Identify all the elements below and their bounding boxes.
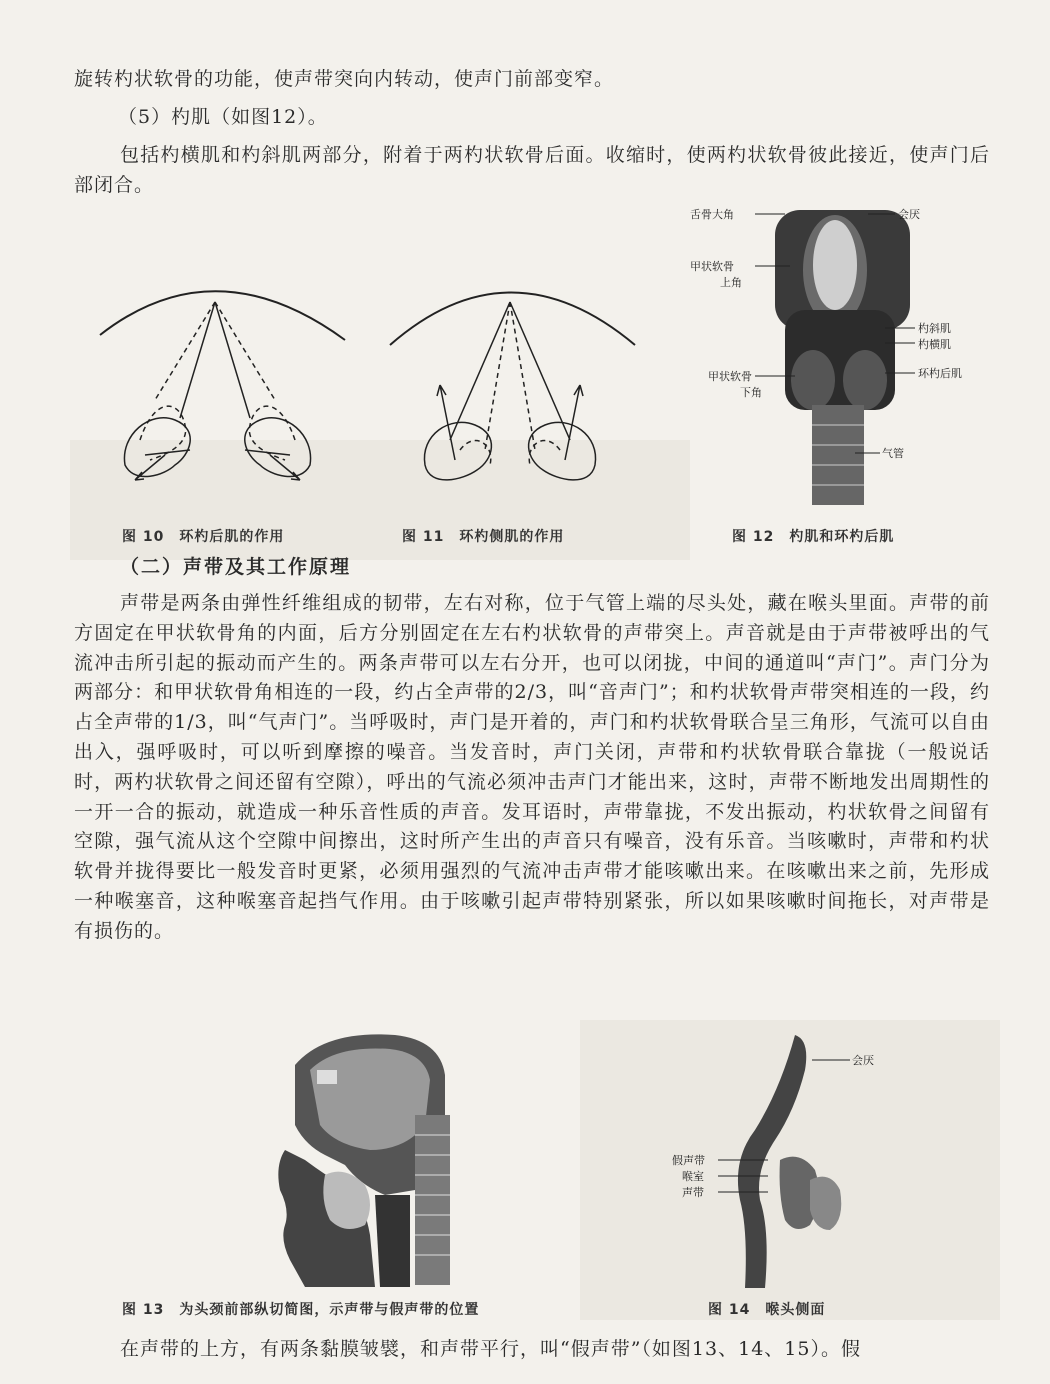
label-vocal-cords: 声带 [682,1186,704,1199]
paragraph-bottom: 在声带的上方，有两条黏膜皱襞，和声带平行，叫“假声带”（如图13、14、15）。假 [120,1338,861,1360]
figure-10-diagram [95,250,355,520]
label-thyroid-superior-horn: 上角 [720,276,742,289]
figure-10-caption: 图 10 环杓后肌的作用 [122,529,285,545]
paragraph-main: 声带是两条由弹性纤维组成的韧带，左右对称，位于气管上端的尽头处，藏在喉头里面。声带的前方固定在甲状软骨角的内面，后方分别固定在左右杓状软骨的声带突上。声音就是由于声带被呼出的气流冲击所引起的振动而产生的。两条声带可以左右分开，也可以闭拢，中间的通道叫“声门”。声门分为两部分：和甲状软骨角相连的一段，约占全声带的2/3，叫“音声门”；和杓状软骨声带突相连的一段，约占全声带的1/3，叫“气声门”。当呼吸时，声门是开着的，声门和杓状软骨联合呈三角形，气流可以自由出入，强呼吸时，可以听到摩擦的噪音。当发音时，声门关闭，声带和杓状软骨联合靠拢（一般说话时，两杓状软骨之间还留有空隙），呼出的气流必须冲击声门才能出来，这时，声带不断地发出周期性的一开一合的振动，就造成一种乐音性质的声音。发耳语时，声带靠拢，不发出振动，杓状软骨之间留有空隙，强气流从这个空隙中间擦出，这时所产生出的声音只有噪音，没有乐音。当咳嗽时，声带和杓状软骨并拢得要比一般发音时更紧，必须用强烈的气流冲击声带才能咳嗽出来。在咳嗽出来之前，先形成一种喉塞音，这种喉塞音起挡气作用。由于咳嗽引起声带特别紧张，所以如果咳嗽时间拖长，对声带是有损伤的。 [74,592,990,942]
label-oblique-arytenoid: 杓斜肌 [918,322,951,335]
figure-12-caption: 图 12 杓肌和环杓后肌 [732,529,895,545]
label-trachea: 气管 [882,447,904,460]
label-epiglottis-14: 会厌 [852,1054,874,1067]
figure-13-caption: 图 13 为头颈前部纵切简图，示声带与假声带的位置 [122,1302,480,1318]
label-epiglottis: 会厌 [898,208,920,221]
label-hyoid-horn: 舌骨大角 [690,208,734,221]
figure-11-caption: 图 11 环杓侧肌的作用 [402,529,565,545]
label-thyroid-superior: 甲状软骨 [690,260,734,273]
paragraph-item-5: （5）杓肌（如图12）。 [118,106,328,128]
paragraph-top: 旋转杓状软骨的功能，使声带突向内转动，使声门前部变窄。 [74,68,615,90]
label-transverse-arytenoid: 杓横肌 [918,338,951,351]
label-false-vocal-cords: 假声带 [672,1154,705,1167]
figure-14-caption: 图 14 喉头侧面 [708,1302,826,1318]
paragraph-arytenoid: 包括杓横肌和杓斜肌两部分，附着于两杓状软骨后面。收缩时，使两杓状软骨彼此接近，使声门后部闭合。 [74,144,990,196]
figure-13-diagram [265,1025,465,1290]
label-thyroid-inferior-horn: 下角 [740,386,762,399]
section-title: （二）声带及其工作原理 [120,556,352,578]
label-thyroid-inferior: 甲状软骨 [708,370,752,383]
figure-14-diagram [660,1030,890,1290]
figure-11-diagram [385,250,645,520]
figure-12-diagram [690,200,990,510]
label-posterior-cricoarytenoid: 环杓后肌 [918,367,962,380]
label-ventricle: 喉室 [682,1170,704,1183]
